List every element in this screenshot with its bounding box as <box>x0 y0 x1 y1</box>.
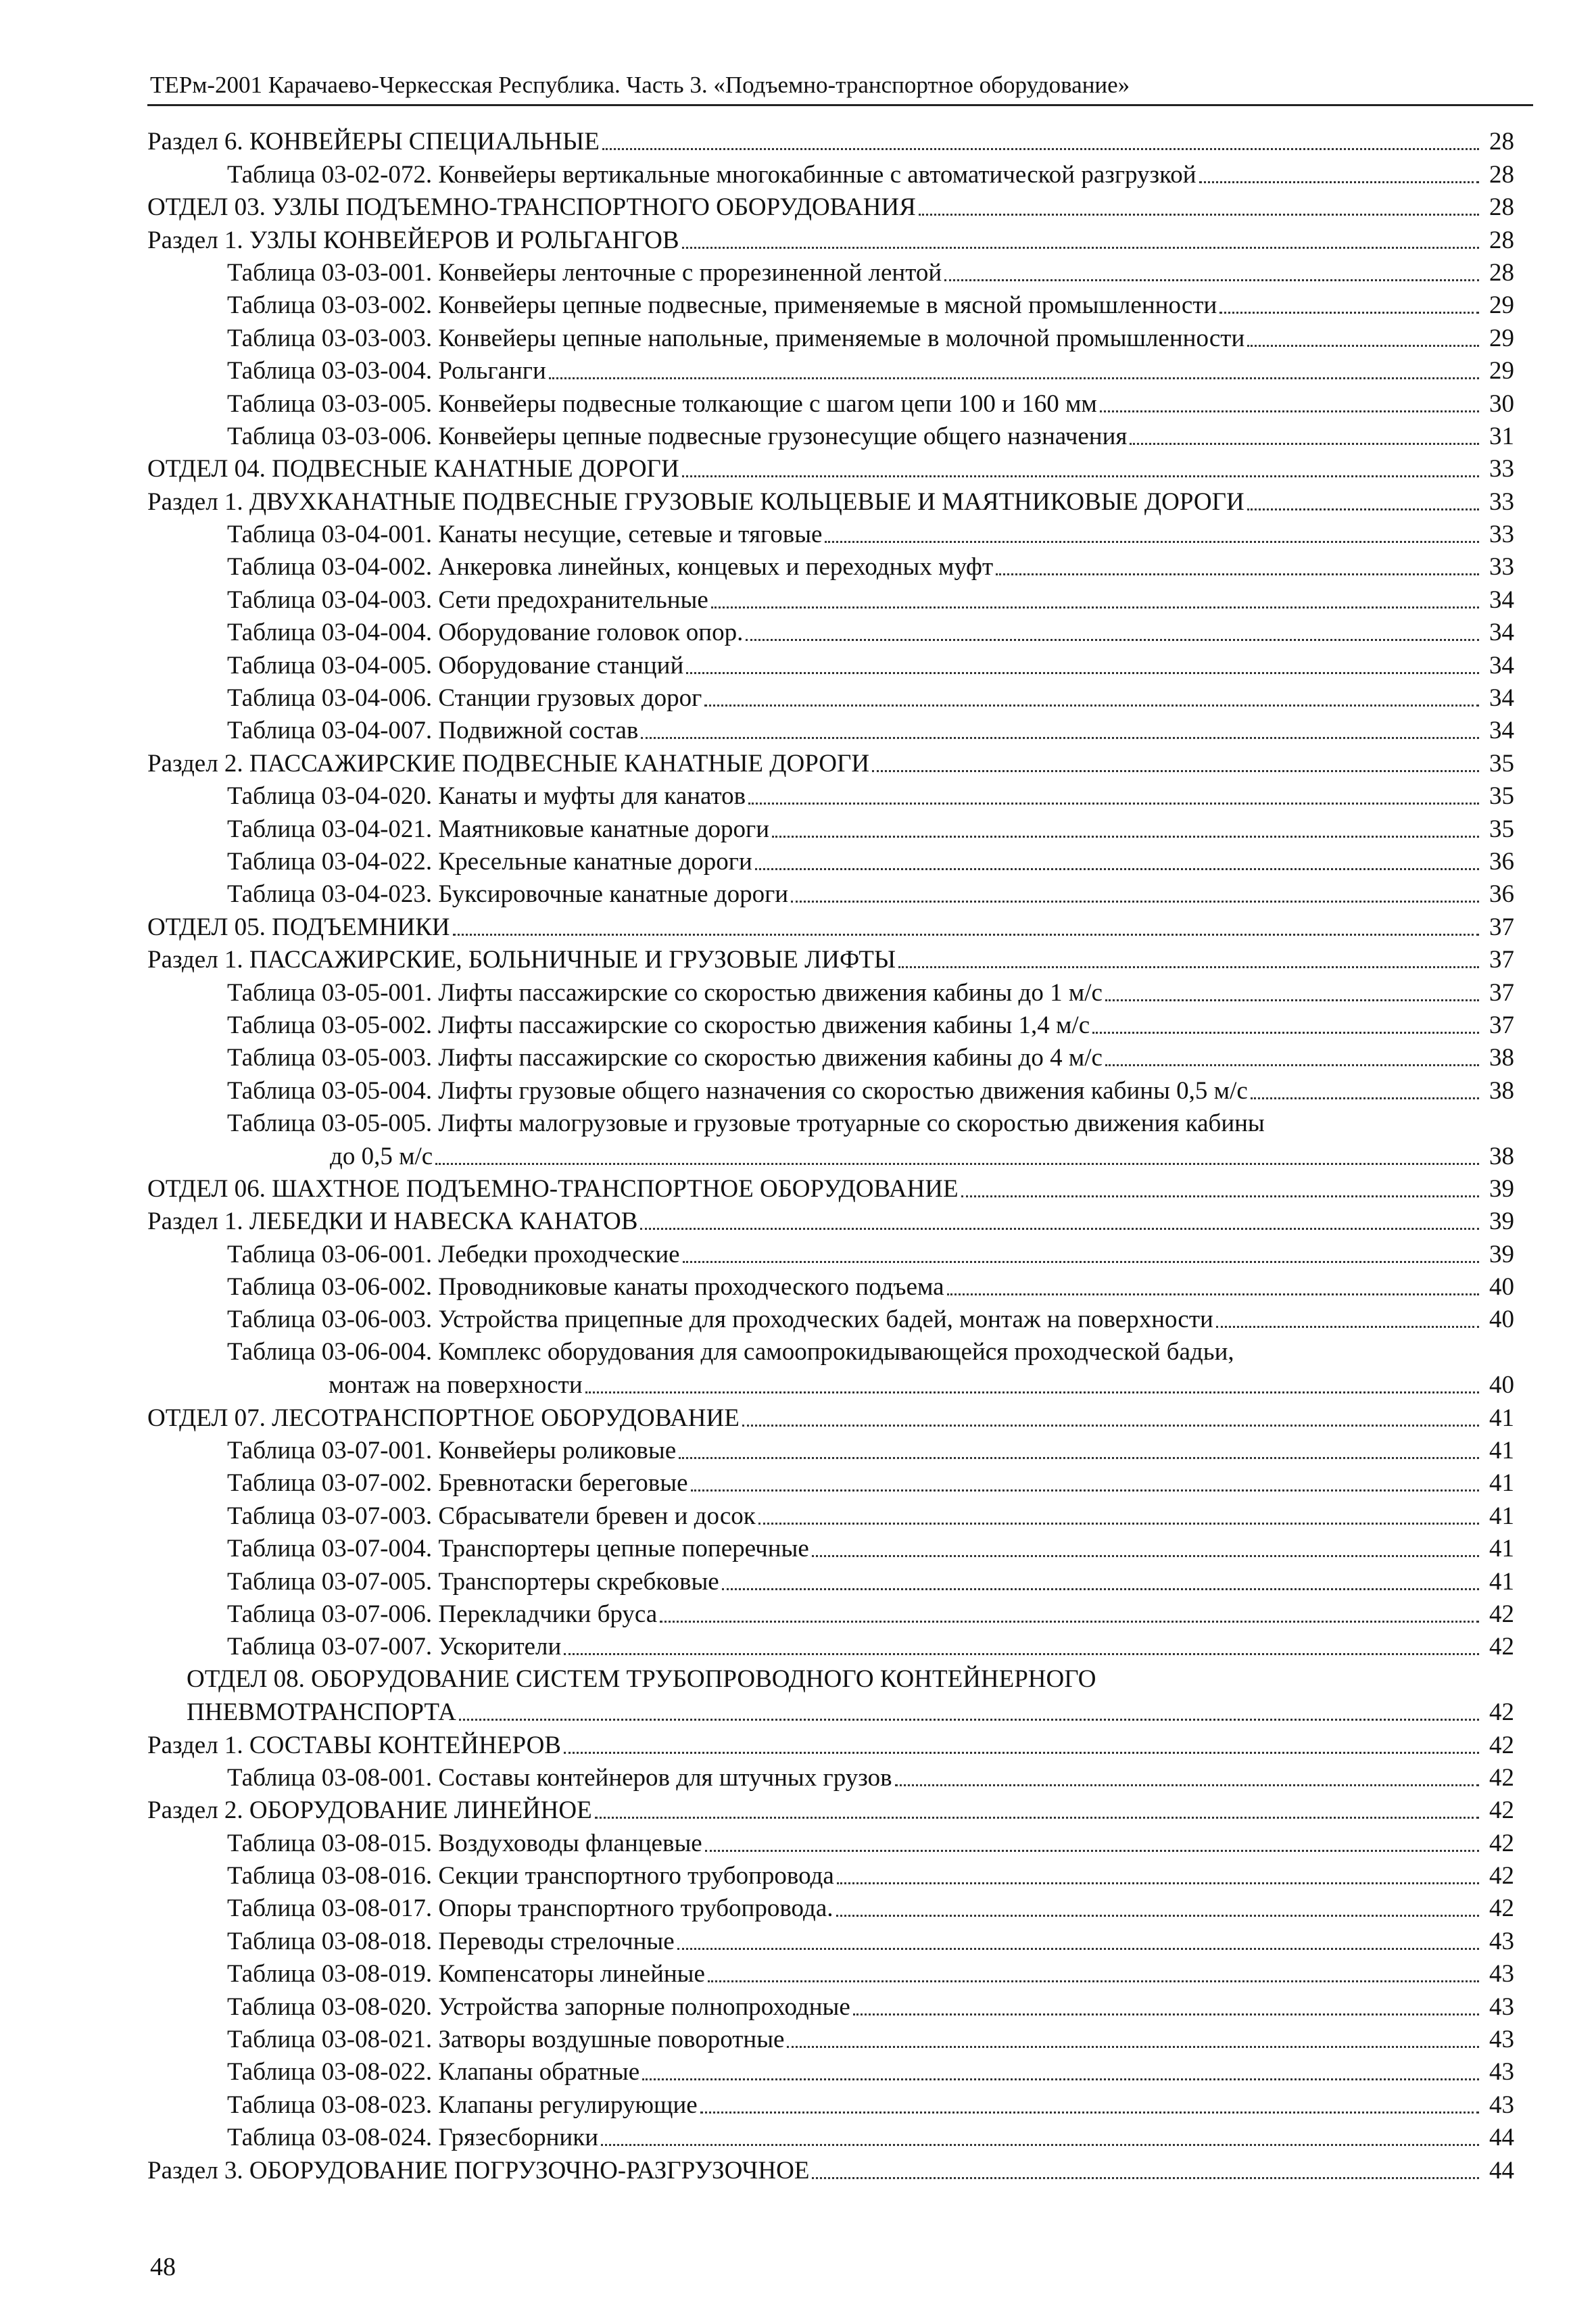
dot-leader <box>682 475 1479 477</box>
toc-entry <box>147 682 1514 715</box>
toc-entry <box>147 1238 1514 1270</box>
running-header: ТЕРм-2001 Карачаево-Черкесская Республика. Часть 3. «Подъемно-транспортное оборудование» <box>150 72 1130 98</box>
toc-page-number: 40 <box>1489 1306 1514 1334</box>
toc-entry <box>147 2089 1514 2121</box>
toc-entry-label: ОТДЕЛ 04. ПОДВЕСНЫЕ КАНАТНЫЕ ДОРОГИ <box>147 455 679 483</box>
toc-entry <box>147 158 1514 191</box>
toc-page-number: 41 <box>1489 1404 1514 1432</box>
dot-leader <box>1251 1097 1479 1099</box>
toc-page-number: 37 <box>1489 946 1514 974</box>
dot-leader <box>564 1752 1479 1754</box>
toc-entry <box>147 813 1514 845</box>
toc-entry-label: Таблица 03-05-003. Лифты пассажирские со скоростью движения кабины до 4 м/с <box>227 1044 1103 1072</box>
toc-entry <box>147 1042 1514 1074</box>
toc-entry-label: ОТДЕЛ 07. ЛЕСОТРАНСПОРТНОЕ ОБОРУДОВАНИЕ <box>147 1404 740 1432</box>
toc-entry <box>147 1631 1514 1663</box>
dot-leader <box>1199 181 1479 183</box>
dot-leader <box>961 1195 1479 1197</box>
table-of-contents <box>147 126 1514 2187</box>
toc-entry-label: Таблица 03-07-004. Транспортеры цепные поперечные <box>227 1535 809 1563</box>
dot-leader <box>758 1523 1479 1525</box>
toc-entry <box>147 1794 1514 1827</box>
toc-page-number: 31 <box>1489 422 1514 450</box>
toc-entry-label: Таблица 03-04-005. Оборудование станций <box>227 651 684 679</box>
dot-leader <box>1247 345 1479 347</box>
toc-entry-label: Таблица 03-07-003. Сбрасыватели бревен и досок <box>227 1502 756 1530</box>
toc-page-number: 42 <box>1489 1633 1514 1661</box>
toc-page-number: 28 <box>1489 160 1514 189</box>
dot-leader <box>1105 1064 1479 1066</box>
toc-entry <box>147 1729 1514 1761</box>
dot-leader <box>1216 1326 1479 1328</box>
toc-entry <box>147 2122 1514 2154</box>
toc-entry-label: Таблица 03-04-003. Сети предохранительные <box>227 586 708 614</box>
toc-entry-label: Таблица 03-07-001. Конвейеры роликовые <box>227 1437 677 1465</box>
toc-entry-label: Таблица 03-04-023. Буксировочные канатные дороги <box>227 880 789 909</box>
toc-entry-label: ОТДЕЛ 03. УЗЛЫ ПОДЪЕМНО-ТРАНСПОРТНОГО ОБОРУДОВАНИЯ <box>147 193 916 222</box>
toc-page-number: 44 <box>1489 2124 1514 2152</box>
toc-entry-label: Таблица 03-08-020. Устройства запорные полнопроходные <box>227 1992 850 2021</box>
toc-entry <box>147 2056 1514 2089</box>
toc-page-number: 28 <box>1489 193 1514 222</box>
dot-leader <box>679 1457 1479 1459</box>
dot-leader <box>601 2144 1479 2146</box>
toc-page-number: 42 <box>1489 1894 1514 1923</box>
toc-page-number: 41 <box>1489 1535 1514 1563</box>
dot-leader <box>919 214 1479 216</box>
toc-entry <box>147 1435 1514 1467</box>
toc-entry-label: Таблица 03-08-018. Переводы стрелочные <box>227 1927 675 1955</box>
toc-entry-label: ОТДЕЛ 08. ОБОРУДОВАНИЕ СИСТЕМ ТРУБОПРОВОДНОГО КОНТЕЙНЕРНОГО <box>187 1665 1096 1694</box>
toc-page-number: 43 <box>1489 2026 1514 2054</box>
toc-entry-label: Раздел 2. ОБОРУДОВАНИЕ ЛИНЕЙНОЕ <box>147 1796 592 1825</box>
toc-entry-label: Таблица 03-02-072. Конвейеры вертикальные многокабинные с автоматической разгрузкой <box>227 160 1196 189</box>
toc-page-number: 35 <box>1489 782 1514 811</box>
toc-entry <box>147 2024 1514 2056</box>
toc-entry <box>147 780 1514 813</box>
toc-entry <box>147 1467 1514 1500</box>
dot-leader <box>459 1719 1479 1721</box>
toc-entry-label: Таблица 03-05-004. Лифты грузовые общего назначения со скоростью движения кабины 0,5 м/с <box>227 1076 1248 1105</box>
toc-entry <box>147 551 1514 583</box>
toc-entry <box>147 1206 1514 1238</box>
dot-leader <box>1105 999 1479 1001</box>
toc-entry-label: Таблица 03-08-022. Клапаны обратные <box>227 2058 640 2086</box>
toc-page-number: 40 <box>1489 1371 1514 1400</box>
toc-page-number: 28 <box>1489 128 1514 156</box>
toc-entry <box>147 846 1514 878</box>
toc-page-number: 28 <box>1489 226 1514 254</box>
toc-entry <box>147 1140 1514 1172</box>
dot-leader <box>772 836 1479 838</box>
dot-leader <box>691 1489 1479 1491</box>
toc-entry-label: Таблица 03-05-001. Лифты пассажирские со скоростью движения кабины до 1 м/с <box>227 978 1103 1007</box>
toc-entry-label: Таблица 03-04-020. Канаты и муфты для канатов <box>227 782 746 811</box>
dot-leader <box>1247 508 1479 510</box>
toc-entry <box>147 387 1514 420</box>
toc-entry <box>147 1762 1514 1794</box>
toc-entry <box>147 649 1514 682</box>
toc-page-number: 43 <box>1489 1960 1514 1988</box>
dot-leader <box>1092 1032 1479 1034</box>
toc-entry <box>147 1009 1514 1042</box>
dot-leader <box>872 770 1479 772</box>
toc-entry-label: Таблица 03-06-004. Комплекс оборудования для самоопрокидывающейся проходческой бадьи, <box>227 1338 1234 1366</box>
dot-leader <box>742 1425 1479 1427</box>
toc-entry <box>147 1369 1514 1402</box>
toc-entry <box>147 747 1514 780</box>
toc-entry <box>147 257 1514 289</box>
dot-leader <box>453 934 1480 936</box>
toc-page-number: 36 <box>1489 880 1514 909</box>
dot-leader <box>836 1915 1480 1917</box>
toc-entry-label: Таблица 03-03-004. Рольганги <box>227 357 546 385</box>
dot-leader <box>895 1784 1479 1786</box>
toc-entry <box>147 421 1514 453</box>
toc-entry-continuation: ПНЕВМОТРАНСПОРТА <box>187 1698 456 1727</box>
toc-page-number: 33 <box>1489 487 1514 516</box>
toc-page-number: 34 <box>1489 717 1514 745</box>
toc-entry <box>147 1958 1514 1990</box>
toc-page-number: 33 <box>1489 553 1514 581</box>
toc-page-number: 43 <box>1489 2091 1514 2119</box>
toc-entry-label: Таблица 03-03-005. Конвейеры подвесные толкающие с шагом цепи 100 и 160 мм <box>227 389 1097 418</box>
dot-leader <box>812 2177 1479 2179</box>
dot-leader <box>682 247 1479 249</box>
toc-entry <box>147 1860 1514 1892</box>
toc-page-number: 40 <box>1489 1273 1514 1302</box>
toc-page-number: 43 <box>1489 1992 1514 2021</box>
toc-page-number: 37 <box>1489 1011 1514 1039</box>
toc-entry <box>147 485 1514 518</box>
toc-page-number: 34 <box>1489 586 1514 614</box>
toc-entry-label: Раздел 3. ОБОРУДОВАНИЕ ПОГРУЗОЧНО-РАЗГРУЗОЧНОЕ <box>147 2156 810 2185</box>
toc-entry <box>147 355 1514 387</box>
toc-entry-label: Раздел 6. КОНВЕЙЕРЫ СПЕЦИАЛЬНЫЕ <box>147 128 600 156</box>
dot-leader <box>787 2046 1479 2048</box>
toc-entry <box>147 1074 1514 1107</box>
toc-entry <box>147 191 1514 224</box>
toc-page-number: 42 <box>1489 1763 1514 1792</box>
toc-entry-label: Таблица 03-04-021. Маятниковые канатные дороги <box>227 815 770 843</box>
toc-page-number: 29 <box>1489 291 1514 320</box>
toc-entry <box>147 617 1514 649</box>
toc-entry-label: Таблица 03-07-006. Перекладчики бруса <box>227 1600 658 1628</box>
dot-leader <box>898 966 1479 968</box>
toc-entry-label: Таблица 03-04-002. Анкеровка линейных, концевых и переходных муфт <box>227 553 994 581</box>
toc-entry <box>147 1533 1514 1565</box>
dot-leader <box>705 1850 1479 1852</box>
toc-entry-label: Таблица 03-03-003. Конвейеры цепные напольные, применяемые в молочной промышленности <box>227 324 1245 352</box>
toc-page-number: 41 <box>1489 1437 1514 1465</box>
toc-page-number: 33 <box>1489 455 1514 483</box>
toc-entry-label: ОТДЕЛ 06. ШАХТНОЕ ПОДЪЕМНО-ТРАНСПОРТНОЕ ОБОРУДОВАНИЕ <box>147 1174 959 1203</box>
toc-entry-label: Таблица 03-03-006. Конвейеры цепные подвесные грузонесущие общего назначения <box>227 422 1128 450</box>
dot-leader <box>1100 410 1479 412</box>
dot-leader <box>746 639 1479 641</box>
toc-entry <box>147 1990 1514 2023</box>
dot-leader <box>564 1653 1479 1655</box>
toc-entry-label: Таблица 03-08-024. Грязесборники <box>227 2124 599 2152</box>
toc-entry <box>147 289 1514 322</box>
toc-entry-label: Таблица 03-06-002. Проводниковые канаты проходческого подъема <box>227 1273 944 1302</box>
toc-page-number: 35 <box>1489 749 1514 778</box>
dot-leader <box>677 1948 1479 1950</box>
toc-entry <box>147 1402 1514 1434</box>
dot-leader <box>947 1293 1479 1295</box>
toc-page-number: 37 <box>1489 913 1514 941</box>
dot-leader <box>837 1882 1479 1884</box>
dot-leader <box>686 672 1479 674</box>
toc-entry <box>147 126 1514 158</box>
toc-entry <box>147 1925 1514 1957</box>
toc-entry-label: Раздел 1. СОСТАВЫ КОНТЕЙНЕРОВ <box>147 1731 561 1759</box>
toc-entry-label: Таблица 03-06-003. Устройства прицепные для проходческих бадей, монтаж на поверхности <box>227 1306 1213 1334</box>
toc-page-number: 28 <box>1489 258 1514 287</box>
dot-leader <box>722 1588 1479 1590</box>
dot-leader <box>944 279 1479 281</box>
toc-entry <box>147 976 1514 1009</box>
toc-page-number: 35 <box>1489 815 1514 843</box>
toc-page-number: 44 <box>1489 2156 1514 2185</box>
toc-page-number: 42 <box>1489 1862 1514 1890</box>
toc-page-number: 41 <box>1489 1469 1514 1498</box>
dot-leader <box>435 1163 1479 1165</box>
toc-entry-label: Таблица 03-08-023. Клапаны регулирующие <box>227 2091 698 2119</box>
toc-entry <box>147 715 1514 747</box>
toc-page-number: 34 <box>1489 619 1514 647</box>
toc-page-number: 43 <box>1489 1927 1514 1955</box>
dot-leader <box>683 1261 1479 1263</box>
toc-entry-label: Таблица 03-04-022. Кресельные канатные дороги <box>227 847 752 876</box>
toc-entry-label: Таблица 03-08-001. Составы контейнеров для штучных грузов <box>227 1763 892 1792</box>
toc-page-number: 38 <box>1489 1142 1514 1170</box>
dot-leader <box>791 901 1479 903</box>
dot-leader <box>640 1228 1479 1230</box>
toc-entry-label: Таблица 03-08-016. Секции транспортного трубопровода <box>227 1862 834 1890</box>
toc-page-number: 34 <box>1489 651 1514 679</box>
dot-leader <box>1219 312 1479 314</box>
toc-entry-label: Раздел 2. ПАССАЖИРСКИЕ ПОДВЕСНЫЕ КАНАТНЫЕ ДОРОГИ <box>147 749 870 778</box>
toc-entry-label: Таблица 03-04-001. Канаты несущие, сетевые и тяговые <box>227 521 823 549</box>
header-rule <box>147 104 1533 106</box>
toc-entry <box>147 1304 1514 1336</box>
toc-entry-label: Таблица 03-05-005. Лифты малогрузовые и грузовые тротуарные со скоростью движения кабины <box>227 1109 1265 1137</box>
dot-leader <box>825 541 1479 543</box>
toc-entry-label: Таблица 03-08-015. Воздуховоды фланцевые <box>227 1829 702 1857</box>
toc-page-number: 33 <box>1489 521 1514 549</box>
toc-page-number: 38 <box>1489 1076 1514 1105</box>
toc-page-number: 29 <box>1489 324 1514 352</box>
dot-leader <box>641 737 1479 739</box>
toc-entry <box>147 911 1514 943</box>
toc-page-number: 30 <box>1489 389 1514 418</box>
toc-entry <box>147 1598 1514 1631</box>
toc-entry-continuation: до 0,5 м/с <box>330 1142 433 1170</box>
toc-page-number: 43 <box>1489 2058 1514 2086</box>
toc-page-number: 42 <box>1489 1731 1514 1759</box>
toc-page-number: 38 <box>1489 1044 1514 1072</box>
toc-entry-continuation: монтаж на поверхности <box>329 1371 583 1400</box>
toc-entry-label: Таблица 03-05-002. Лифты пассажирские со скоростью движения кабины 1,4 м/с <box>227 1011 1090 1039</box>
toc-entry <box>147 878 1514 911</box>
dot-leader <box>700 2111 1479 2114</box>
toc-page-number: 36 <box>1489 847 1514 876</box>
toc-entry <box>147 583 1514 616</box>
dot-leader <box>748 803 1479 805</box>
toc-entry-label: Таблица 03-04-004. Оборудование головок опор. <box>227 619 744 647</box>
toc-entry <box>147 1565 1514 1598</box>
dot-leader <box>708 1980 1479 1982</box>
toc-entry-label: Таблица 03-03-002. Конвейеры цепные подвесные, применяемые в мясной промышленности <box>227 291 1217 320</box>
toc-entry <box>147 519 1514 551</box>
toc-page-number: 34 <box>1489 684 1514 713</box>
dot-leader <box>585 1391 1479 1393</box>
toc-page-number: 42 <box>1489 1829 1514 1857</box>
toc-entry-label: Раздел 1. ПАССАЖИРСКИЕ, БОЛЬНИЧНЫЕ И ГРУЗОВЫЕ ЛИФТЫ <box>147 946 896 974</box>
toc-page-number: 42 <box>1489 1796 1514 1825</box>
toc-page-number: 42 <box>1489 1698 1514 1727</box>
dot-leader <box>642 2078 1479 2080</box>
dot-leader <box>595 1817 1479 1819</box>
toc-entry-label: Таблица 03-08-017. Опоры транспортного трубопровода. <box>227 1894 833 1923</box>
dot-leader <box>812 1555 1479 1557</box>
toc-entry-label: Таблица 03-07-007. Ускорители <box>227 1633 562 1661</box>
toc-entry <box>147 224 1514 256</box>
toc-page-number: 42 <box>1489 1600 1514 1628</box>
toc-entry <box>147 453 1514 485</box>
toc-entry-label: Раздел 1. УЗЛЫ КОНВЕЙЕРОВ И РОЛЬГАНГОВ <box>147 226 679 254</box>
dot-leader <box>1130 443 1479 445</box>
toc-entry-label: Таблица 03-04-007. Подвижной состав <box>227 717 639 745</box>
dot-leader <box>660 1621 1479 1623</box>
toc-entry <box>147 1827 1514 1859</box>
toc-entry-label: Таблица 03-03-001. Конвейеры ленточные с прорезиненной лентой <box>227 258 942 287</box>
dot-leader <box>549 377 1479 379</box>
toc-entry-label: Таблица 03-06-001. Лебедки проходческие <box>227 1240 680 1268</box>
toc-page-number: 41 <box>1489 1567 1514 1596</box>
toc-entry <box>147 1696 1514 1729</box>
toc-entry <box>147 1173 1514 1206</box>
dot-leader <box>711 606 1479 608</box>
toc-entry <box>147 1500 1514 1532</box>
toc-entry <box>147 1892 1514 1925</box>
toc-entry <box>147 2154 1514 2187</box>
dot-leader <box>853 2013 1479 2015</box>
toc-entry-label: Таблица 03-04-006. Станции грузовых дорог <box>227 684 702 713</box>
toc-entry-label: Таблица 03-08-021. Затворы воздушные поворотные <box>227 2026 785 2054</box>
toc-page-number: 29 <box>1489 357 1514 385</box>
dot-leader <box>602 148 1479 150</box>
toc-page-number: 39 <box>1489 1174 1514 1203</box>
toc-entry-label: Раздел 1. ЛЕБЕДКИ И НАВЕСКА КАНАТОВ <box>147 1208 638 1236</box>
toc-entry-label: Таблица 03-07-005. Транспортеры скребковые <box>227 1567 719 1596</box>
toc-entry <box>147 1271 1514 1304</box>
toc-entry-label: ОТДЕЛ 05. ПОДЪЕМНИКИ <box>147 913 450 941</box>
toc-page-number: 37 <box>1489 978 1514 1007</box>
toc-entry-label: Таблица 03-07-002. Бревнотаски береговые <box>227 1469 688 1498</box>
toc-page-number: 41 <box>1489 1502 1514 1530</box>
toc-entry <box>147 322 1514 354</box>
dot-leader <box>704 705 1479 707</box>
toc-entry-label: Раздел 1. ДВУХКАНАТНЫЕ ПОДВЕСНЫЕ ГРУЗОВЫЕ КОЛЬЦЕВЫЕ И МАЯТНИКОВЫЕ ДОРОГИ <box>147 487 1244 516</box>
toc-entry <box>147 944 1514 976</box>
dot-leader <box>996 573 1479 575</box>
toc-page-number: 39 <box>1489 1240 1514 1268</box>
toc-page-number: 39 <box>1489 1208 1514 1236</box>
dot-leader <box>755 868 1479 870</box>
page-number: 48 <box>150 2253 176 2281</box>
toc-entry-label: Таблица 03-08-019. Компенсаторы линейные <box>227 1960 705 1988</box>
